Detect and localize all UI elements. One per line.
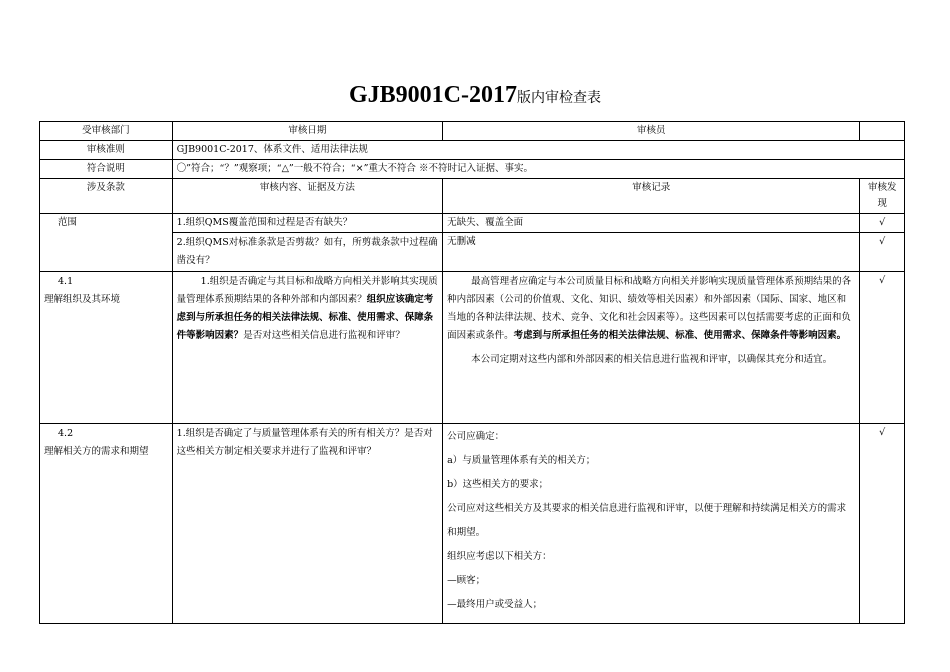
scope-row-1: [40, 214, 905, 233]
auditor-value[interactable]: [860, 122, 905, 141]
scope-question-2: 2.组织QMS对标准条款是否剪裁？如有，所剪裁条款中过程确凿没有？: [172, 233, 442, 272]
header-row-2: [40, 141, 905, 160]
scope-question-1: 1.组织QMS覆盖范围和过程是否有缺失？: [172, 214, 442, 233]
clause-4-2-content: [172, 424, 442, 624]
criteria-value: GJB9001C-2017、体系文件、适用法律法规: [172, 141, 904, 160]
header-row-3: [40, 160, 905, 179]
clause-4-2-record-line: a）与质量管理体系有关的相关方；: [447, 455, 596, 466]
clause-4-1-name: 理解组织及其环境: [44, 294, 121, 305]
clause-4-1-record-para-2: 本公司定期对这些内部和外部因素的相关信息进行监视和评审，以确保其充分和适宜。: [471, 354, 833, 365]
clause-4-2-finding: √: [860, 424, 905, 624]
clause-4-2-record: [443, 424, 860, 624]
scope-record-1: 无缺失、覆盖全面: [443, 214, 860, 233]
clause-4-1-row: [40, 272, 905, 424]
scope-record-2: 无删减: [443, 233, 860, 272]
col-content: 审核内容、证据及方法: [172, 179, 442, 214]
clause-4-2-cell: [40, 424, 173, 624]
clause-4-1-finding: √: [860, 272, 905, 424]
clause-4-2-record-line: —最终用户或受益人；: [447, 599, 543, 610]
clause-4-2-record-line: 公司应对这些相关方及其要求的相关信息进行监视和评审，以便于理解和持续满足相关方的需求和期望。: [447, 503, 847, 538]
scope-clause: 范围: [40, 214, 173, 272]
column-header-row: [40, 179, 905, 214]
title-text: 版内审检查表: [517, 90, 601, 106]
clause-4-2-name: 理解相关方的需求和期望: [44, 446, 149, 457]
legend-value: 〇”符合；“？”观察项；“△”一般不符合；“×”重大不符合 ※不符时记入证据、事实。: [172, 160, 904, 179]
clause-4-2-record-line: 公司应确定：: [447, 431, 505, 442]
clause-4-2-record-line: b）这些相关方的要求；: [447, 479, 549, 490]
clause-4-2-question: 1.组织是否确定了与质量管理体系有关的所有相关方？是否对这些相关方制定相关要求并进行了监视和评审？: [176, 428, 433, 457]
criteria-label: 审核准则: [40, 141, 173, 160]
scope-finding-2: √: [860, 233, 905, 272]
header-row-1: [40, 122, 905, 141]
clause-4-2-record-line: 组织应考虑以下相关方：: [447, 551, 552, 562]
auditor-label: 审核员: [443, 122, 860, 141]
col-clause: 涉及条款: [40, 179, 173, 214]
clause-4-1-content: [172, 272, 442, 424]
date-label: 审核日期: [172, 122, 442, 141]
clause-4-1-cell: [40, 272, 173, 424]
audit-checklist-table: [39, 121, 905, 624]
clause-4-1-record: [443, 272, 860, 424]
dept-label: 受审核部门: [40, 122, 173, 141]
clause-4-1-number: 4.1: [58, 276, 74, 287]
document-title: [0, 80, 950, 113]
col-finding: 审核发现: [860, 179, 905, 214]
clause-4-2-row: [40, 424, 905, 624]
title-standard-code: GJB9001C-2017: [349, 82, 517, 108]
clause-4-1-question: 1.组织是否确定与其目标和战略方向相关并影响其实现质量管理体系预期结果的各种外部和内部因素？组织应该确定考虑到与所承担任务的相关法律法规、标准、使用需求、保障条件等影响因素？是否对这些相关信息进行监视和评审？: [176, 276, 438, 341]
legend-label: 符合说明: [40, 160, 173, 179]
clause-4-2-record-line: —顾客；: [447, 575, 486, 586]
clause-4-1-record-para-1: 最高管理者应确定与本公司质量目标和战略方向相关并影响实现质量管理体系预期结果的各种内部因素（公司的价值观、文化、知识、绩效等相关因素）和外部因素（国际、国家、地区和当地的各种法律法规、技术、竞争、文化和社会因素等）。这些因素可以包括需要考虑的正面和负面因素或条件。考虑到与所承担任务的相关法律法规、标准、使用需求、保障条件等影响因素。: [447, 276, 852, 341]
clause-4-2-number: 4.2: [58, 428, 74, 439]
scope-finding-1: √: [860, 214, 905, 233]
col-record: 审核记录: [443, 179, 860, 214]
